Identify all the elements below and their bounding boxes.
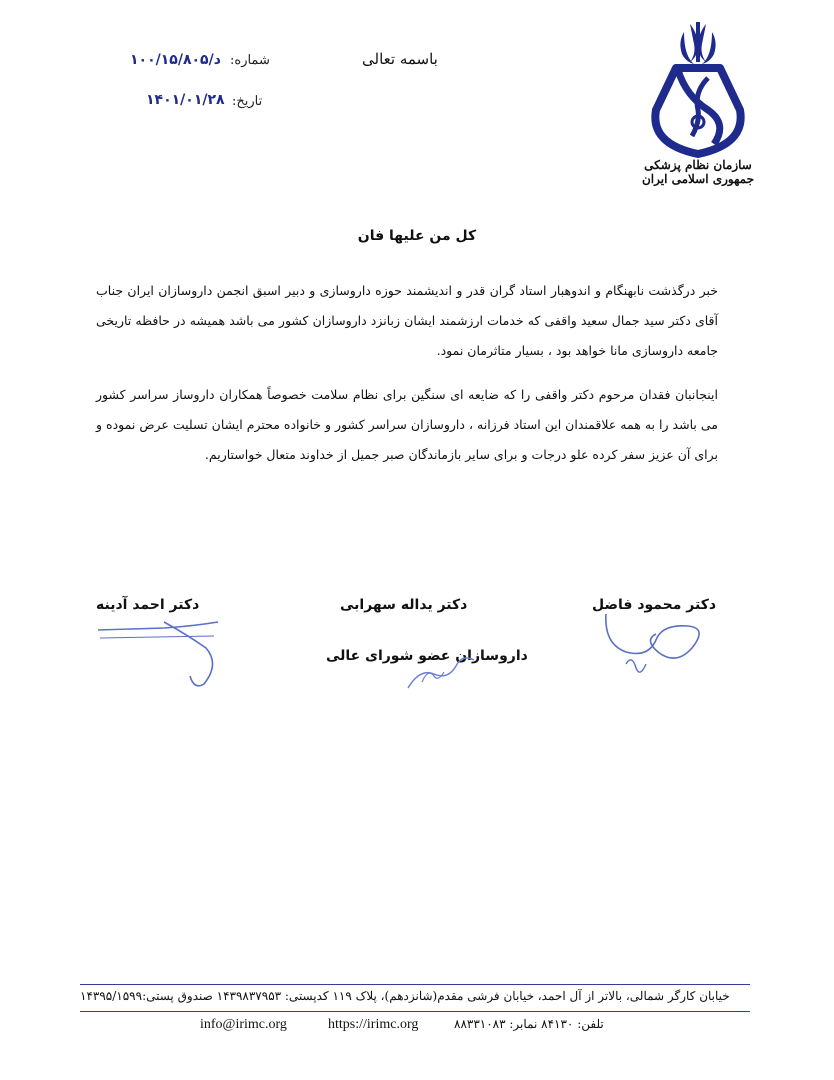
date-label: تاریخ: — [232, 94, 263, 109]
footer-address: خیابان کارگر شمالی، بالاتر از آل احمد، خیابان فرشی مقدم(شانزدهم)، پلاک ۱۱۹ کدپستی: ۱۴۳۹۸۳۷۹۵۳ صندوق پستی:۱۴۳۹۵/۱۵۹۹ — [80, 989, 730, 1003]
condolence-heading: کل من علیها فان — [357, 228, 477, 244]
signature-name-adineh: دکتر احمد آدینه — [96, 597, 200, 613]
irimc-emblem-icon — [628, 18, 768, 158]
footer-email[interactable]: info@irimc.org — [200, 1017, 287, 1032]
footer-website[interactable]: https://irimc.org — [328, 1017, 419, 1032]
footer-phone: تلفن: ۸۴۱۳۰ نمابر: ۸۸۳۳۱۰۸۳ — [454, 1017, 604, 1031]
organization-name: سازمان نظام پزشکی جمهوری اسلامی ایران — [641, 158, 755, 186]
footer-divider-top — [80, 984, 750, 985]
signature-scribble-sohrabi — [400, 608, 490, 698]
signatories-role: داروسازان عضو شورای عالی — [326, 648, 528, 664]
signature-scribble-adineh — [94, 604, 234, 694]
number-label: شماره: — [230, 53, 270, 68]
footer-divider-bottom — [80, 1011, 750, 1012]
signature-name-fazel: دکتر محمود فاضل — [592, 597, 717, 613]
signature-name-sohrabi: دکتر یداله سهرابی — [340, 597, 468, 613]
date-value: ۱۴۰۱/۰۱/۲۸ — [146, 92, 225, 108]
paragraph-1: خبر درگذشت نابهنگام و اندوهبار استاد گران قدر و اندیشمند حوزه داروسازی و دبیر اسبق انجمن داروسازان ایران جناب آقای دکتر سید جمال سعید واقفی که خدمات ارزشمند ایشان زبانزد داروسازان کشور می باشد همیشه در حافظه تاریخی جامعه داروسازی مانا خواهد بود ، بسیار متاثرمان نمود. — [96, 283, 718, 358]
organization-logo — [628, 18, 768, 188]
signature-scribble-fazel — [596, 604, 726, 684]
number-value: د/۱۰۰/۱۵/۸۰۵ — [130, 52, 221, 68]
bismillah-heading: باسمه تعالی — [362, 50, 438, 68]
paragraph-2: اینجانبان فقدان مرحوم دکتر واقفی را که ضایعه ای سنگین برای نظام سلامت خصوصاً همکاران داروساز سراسر کشور می باشد را به همه علاقمندان این استاد فرزانه ، داروسازان سراسر کشور و خانواده محترم ایشان تسلیت عرض نموده و برای آن عزیز سفر کرده علو درجات و برای سایر بازماندگان صبر جمیل از خداوند متعال خواستاریم. — [96, 387, 718, 462]
